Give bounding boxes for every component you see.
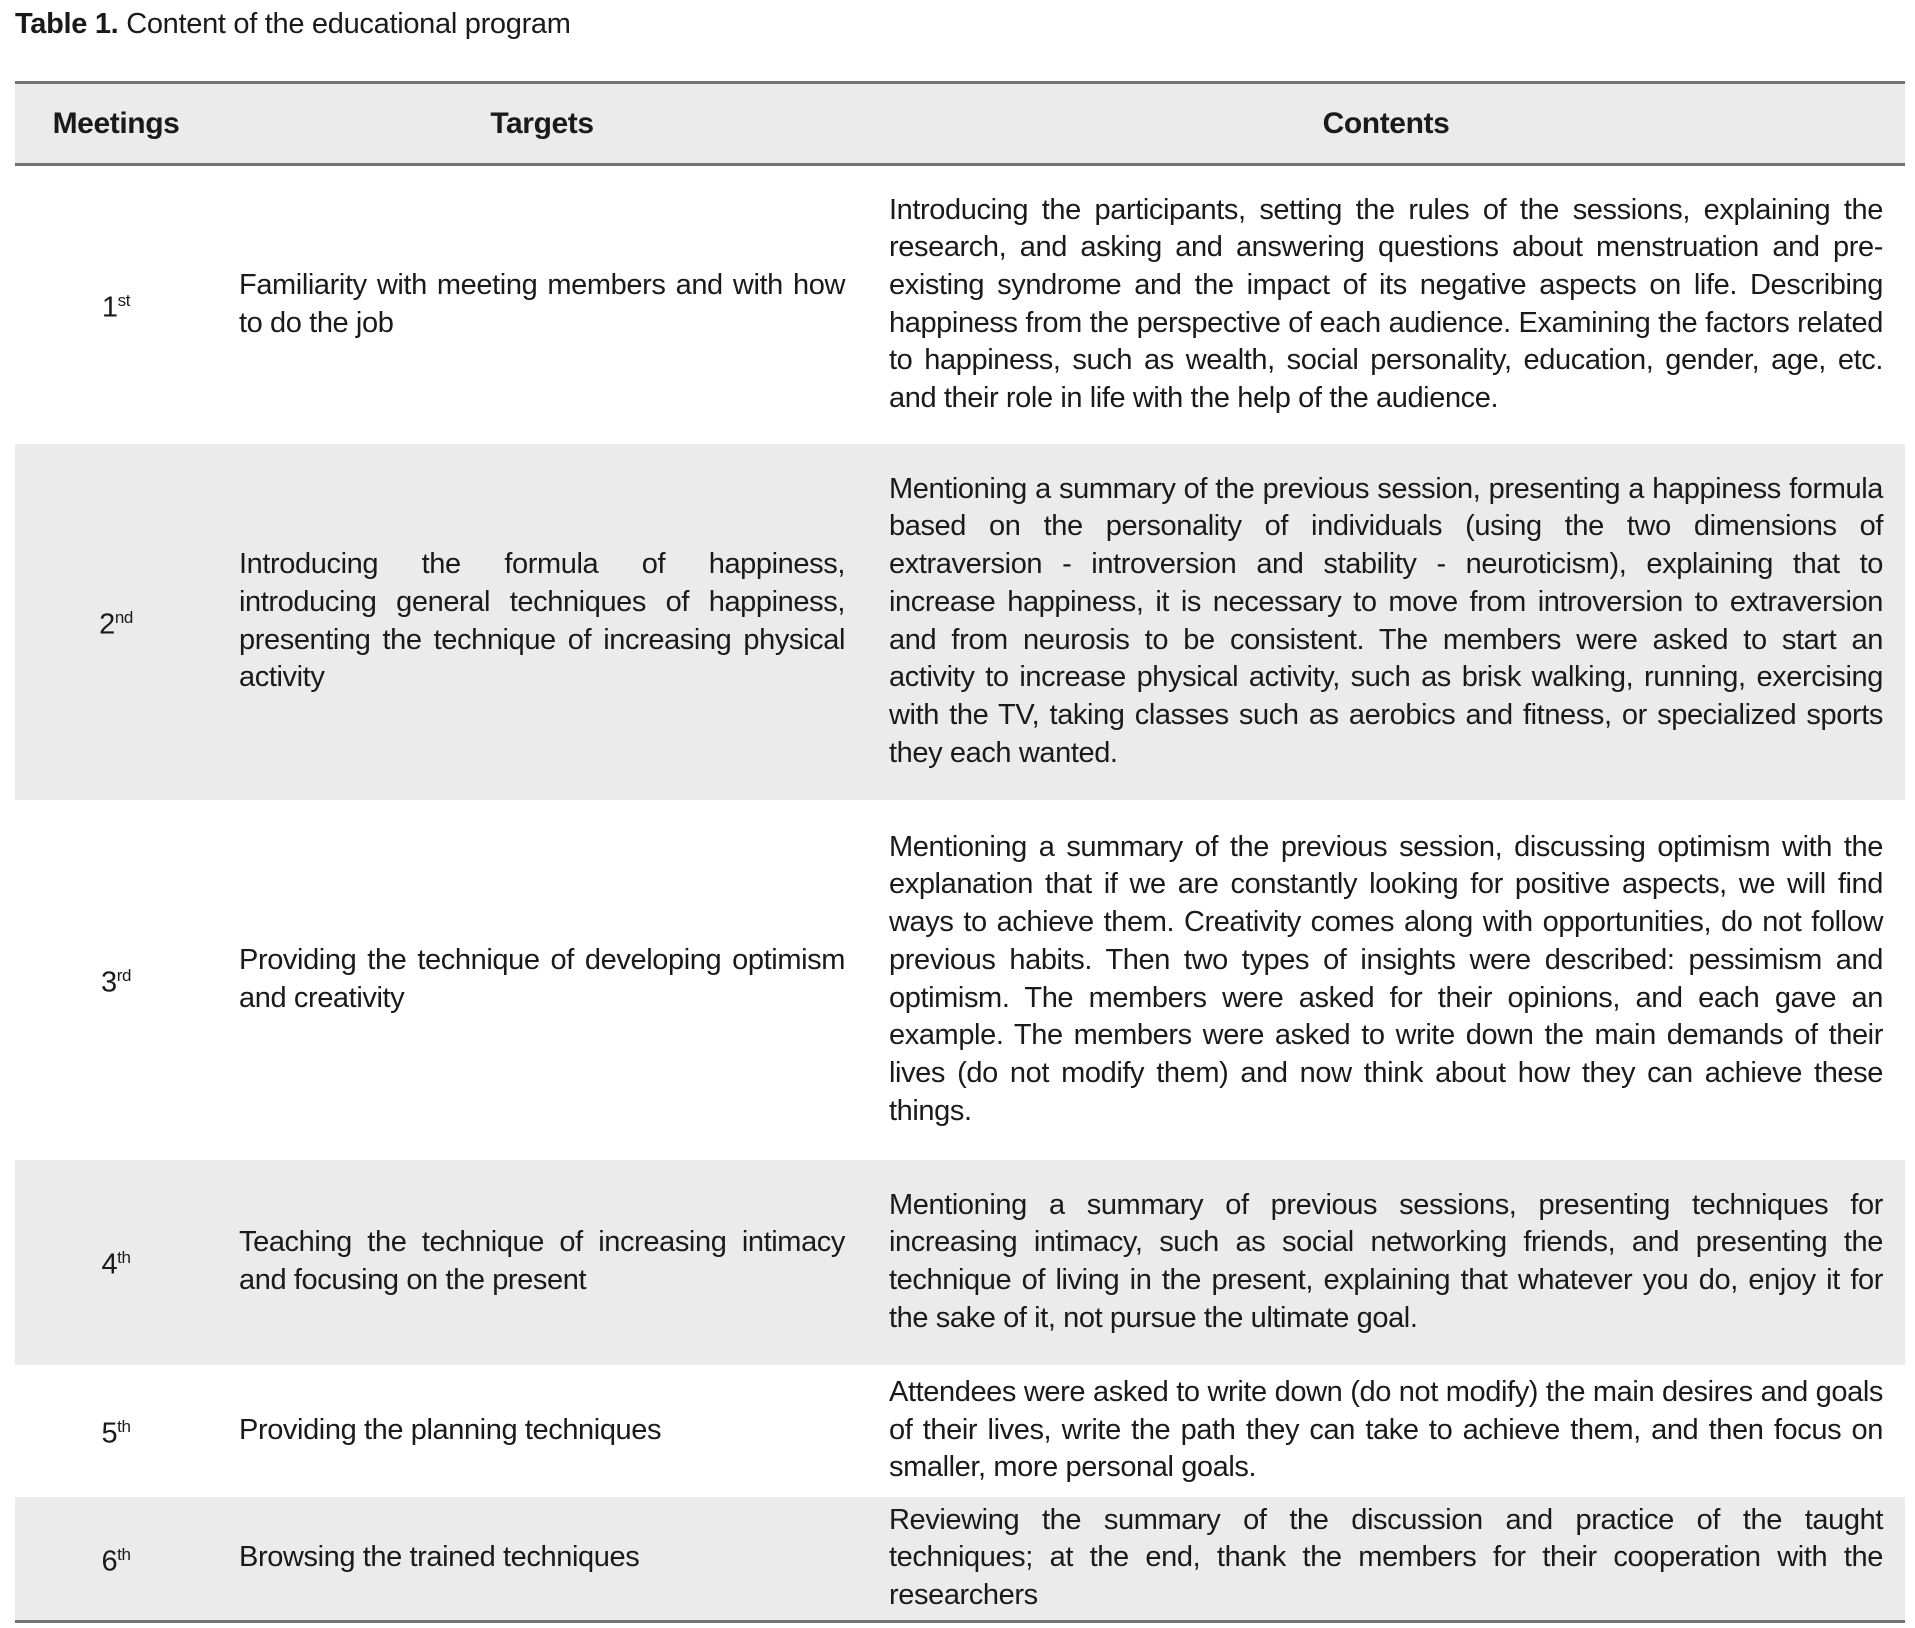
header-targets: Targets bbox=[490, 106, 594, 140]
table-row bbox=[15, 1160, 1905, 1365]
content-cell: Mentioning a summary of the previous session, presenting a happiness formula based on the personality of individuals (using the two dimensions of extraversion - introversion and stability - neuroticism), explaining that to increase happiness, it is necessary to move from introversion to extraversion and from neurosis to be consistent. The members were asked to start an activity to increase physical activity, such as brisk walking, running, exercising with the TV, taking classes such as aerobics and fitness, or specialized sports they each wanted. bbox=[889, 472, 1883, 769]
caption-text: Content of the educational program bbox=[118, 8, 571, 40]
content-cell: Reviewing the summary of the discussion and practice of the taught techniques; at the end, thank the members for their cooperation with the researchers bbox=[889, 1503, 1883, 1612]
meeting-cell: 6th bbox=[101, 1544, 131, 1578]
target-cell: Providing the technique of developing optimism and creativity bbox=[239, 943, 845, 1014]
table-row bbox=[15, 1497, 1905, 1622]
meeting-cell: 1st bbox=[101, 291, 131, 324]
content-cell: Mentioning a summary of previous sessions, presenting techniques for increasing intimacy, such as social networking friends, and presenting the technique of living in the present, explaining that whatever you do, enjoy it for the sake of it, not pursue the ultimate goal. bbox=[889, 1188, 1883, 1334]
target-cell: Introducing the formula of happiness, introducing general techniques of happiness, presenting the technique of increasing physical activity bbox=[239, 548, 845, 694]
content-cell: Attendees were asked to write down (do not modify) the main desires and goals of their lives, write the path they can take to achieve them, and then focus on smaller, more personal goals. bbox=[889, 1375, 1883, 1484]
program-table bbox=[15, 81, 1905, 1623]
meeting-cell: 3rd bbox=[100, 965, 132, 999]
target-cell: Familiarity with meeting members and with how to do the job bbox=[239, 269, 845, 339]
table-caption bbox=[15, 8, 571, 41]
table-row bbox=[15, 444, 1905, 800]
meeting-cell: 2nd bbox=[99, 607, 133, 641]
table-row bbox=[15, 165, 1905, 444]
table-row bbox=[15, 800, 1905, 1160]
content-cell: Mentioning a summary of the previous session, discussing optimism with the explanation that if we are constantly looking for positive aspects, we will find ways to achieve them. Creativity comes along with opportunities, do not follow previous habits. Then two types of insights were described: pessimism and optimism. The members were asked for their opinions, and each gave an example. The members were asked to write down the main demands of their lives (do not modify them) and now think about how they can achieve these things. bbox=[889, 830, 1883, 1127]
target-cell: Browsing the trained techniques bbox=[239, 1541, 640, 1574]
target-cell: Providing the planning techniques bbox=[239, 1413, 662, 1446]
meeting-cell: 5th bbox=[101, 1416, 131, 1450]
target-cell: Teaching the technique of increasing intimacy and focusing on the present bbox=[239, 1226, 845, 1296]
content-cell: Introducing the participants, setting the rules of the sessions, explaining the research, and asking and answering questions about menstruation and pre-existing syndrome and the impact of its negative aspects on life. Describing happiness from the perspective of each audience. Examining the factors related to happiness, such as wealth, social personality, education, gender, age, etc. and their role in life with the help of the audience. bbox=[889, 193, 1883, 415]
header-contents: Contents bbox=[1322, 106, 1450, 140]
header-meetings: Meetings bbox=[52, 106, 180, 140]
caption-label: Table 1. bbox=[15, 8, 119, 40]
meeting-cell: 4th bbox=[101, 1248, 131, 1281]
table-row bbox=[15, 1365, 1905, 1497]
header-row bbox=[15, 83, 1905, 165]
